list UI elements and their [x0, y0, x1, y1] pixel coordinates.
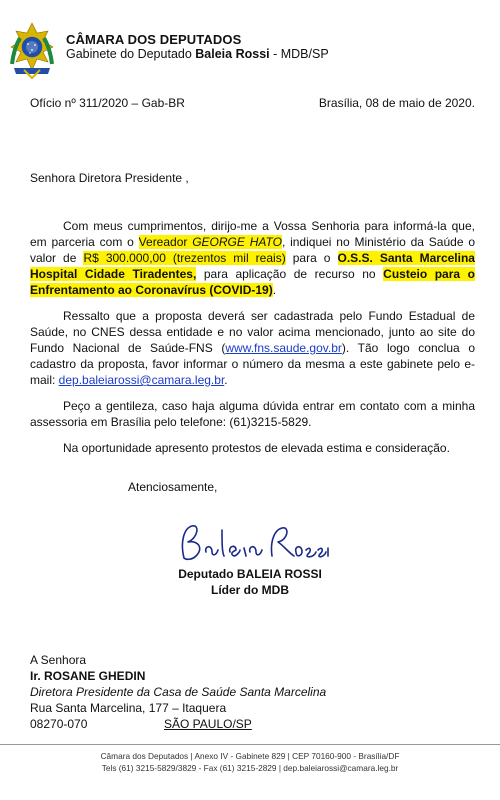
recipient-name: Ir. ROSANE GHEDIN — [30, 669, 146, 683]
institution-name: CÂMARA DOS DEPUTADOS — [66, 32, 242, 47]
paragraph-4: Na oportunidade apresento protestos de elevada estima e consideração. — [63, 441, 450, 455]
signer-block — [170, 566, 330, 598]
paragraph-2: Ressalto que a proposta deverá ser cadastrada pelo Fundo Estadual de Saúde, no CNES dessa entidade e no valor acima mencionado, junto ao site do Fundo Nacional de Saúde-FNS (www.fns.saude.gov.br). Tão logo conclua o cadastro da proposta, favor informar o número da mesma a este gabinete pelo e-mail: dep.baleiarossi@camara.leg.br. — [30, 309, 475, 387]
coat-of-arms-icon — [6, 20, 58, 80]
letter-meta — [30, 96, 475, 110]
closing: Atenciosamente, — [128, 480, 218, 494]
recipient-city: SÃO PAULO/SP — [164, 717, 252, 731]
letter-body — [30, 170, 475, 466]
recipient-street: Rua Santa Marcelina, 177 – Itaquera — [30, 701, 227, 715]
email-link[interactable]: dep.baleiarossi@camara.leg.br — [58, 373, 225, 387]
recipient-role: Diretora Presidente da Casa de Saúde Santa Marcelina — [30, 685, 327, 699]
footer-address: Câmara dos Deputados | Anexo IV - Gabinete 829 | CEP 70160-900 - Brasília/DF — [100, 751, 400, 761]
footer — [0, 750, 500, 774]
salutation: Senhora Diretora Presidente , — [30, 171, 189, 185]
footer-divider — [0, 744, 500, 745]
signer-name: Deputado BALEIA ROSSI — [178, 567, 322, 581]
recipient-line: A Senhora — [30, 653, 87, 667]
recipient-address — [30, 652, 430, 732]
letterhead — [6, 20, 496, 80]
paragraph-1: Com meus cumprimentos, dirijo-me a Vossa Senhoria para informá-la que, em parceria com o Vereador GEORGE HATO, indiquei no Ministério da Saúde o valor de R$ 300.000,00 (trezentos mil reais) para o O.S.S. Santa Marcelina Hospital Cidade Tiradentes, para aplicação de recurso no Custeio para o Enfrentamento ao Coronavírus (COVID-19). — [30, 219, 475, 297]
paragraph-3: Peço a gentileza, caso haja alguma dúvida entrar em contato com a minha assessoria em Brasília pelo telefone: (61)3215-5829. — [30, 399, 475, 429]
handwritten-signature — [170, 512, 330, 572]
letter-reference: Ofício nº 311/2020 – Gab-BR — [30, 96, 185, 110]
signer-title: Líder do MDB — [211, 583, 289, 597]
footer-contacts: Tels (61) 3215-5829/3829 - Fax (61) 3215-2829 | dep.baleiarossi@camara.leg.br — [101, 763, 399, 773]
place-date: Brasília, 08 de maio de 2020. — [318, 96, 475, 110]
fns-link[interactable]: www.fns.saude.gov.br — [225, 341, 342, 355]
recipient-postal: 08270-070 — [30, 717, 88, 731]
office-name: Gabinete do Deputado Baleia Rossi - MDB/SP — [66, 47, 329, 61]
